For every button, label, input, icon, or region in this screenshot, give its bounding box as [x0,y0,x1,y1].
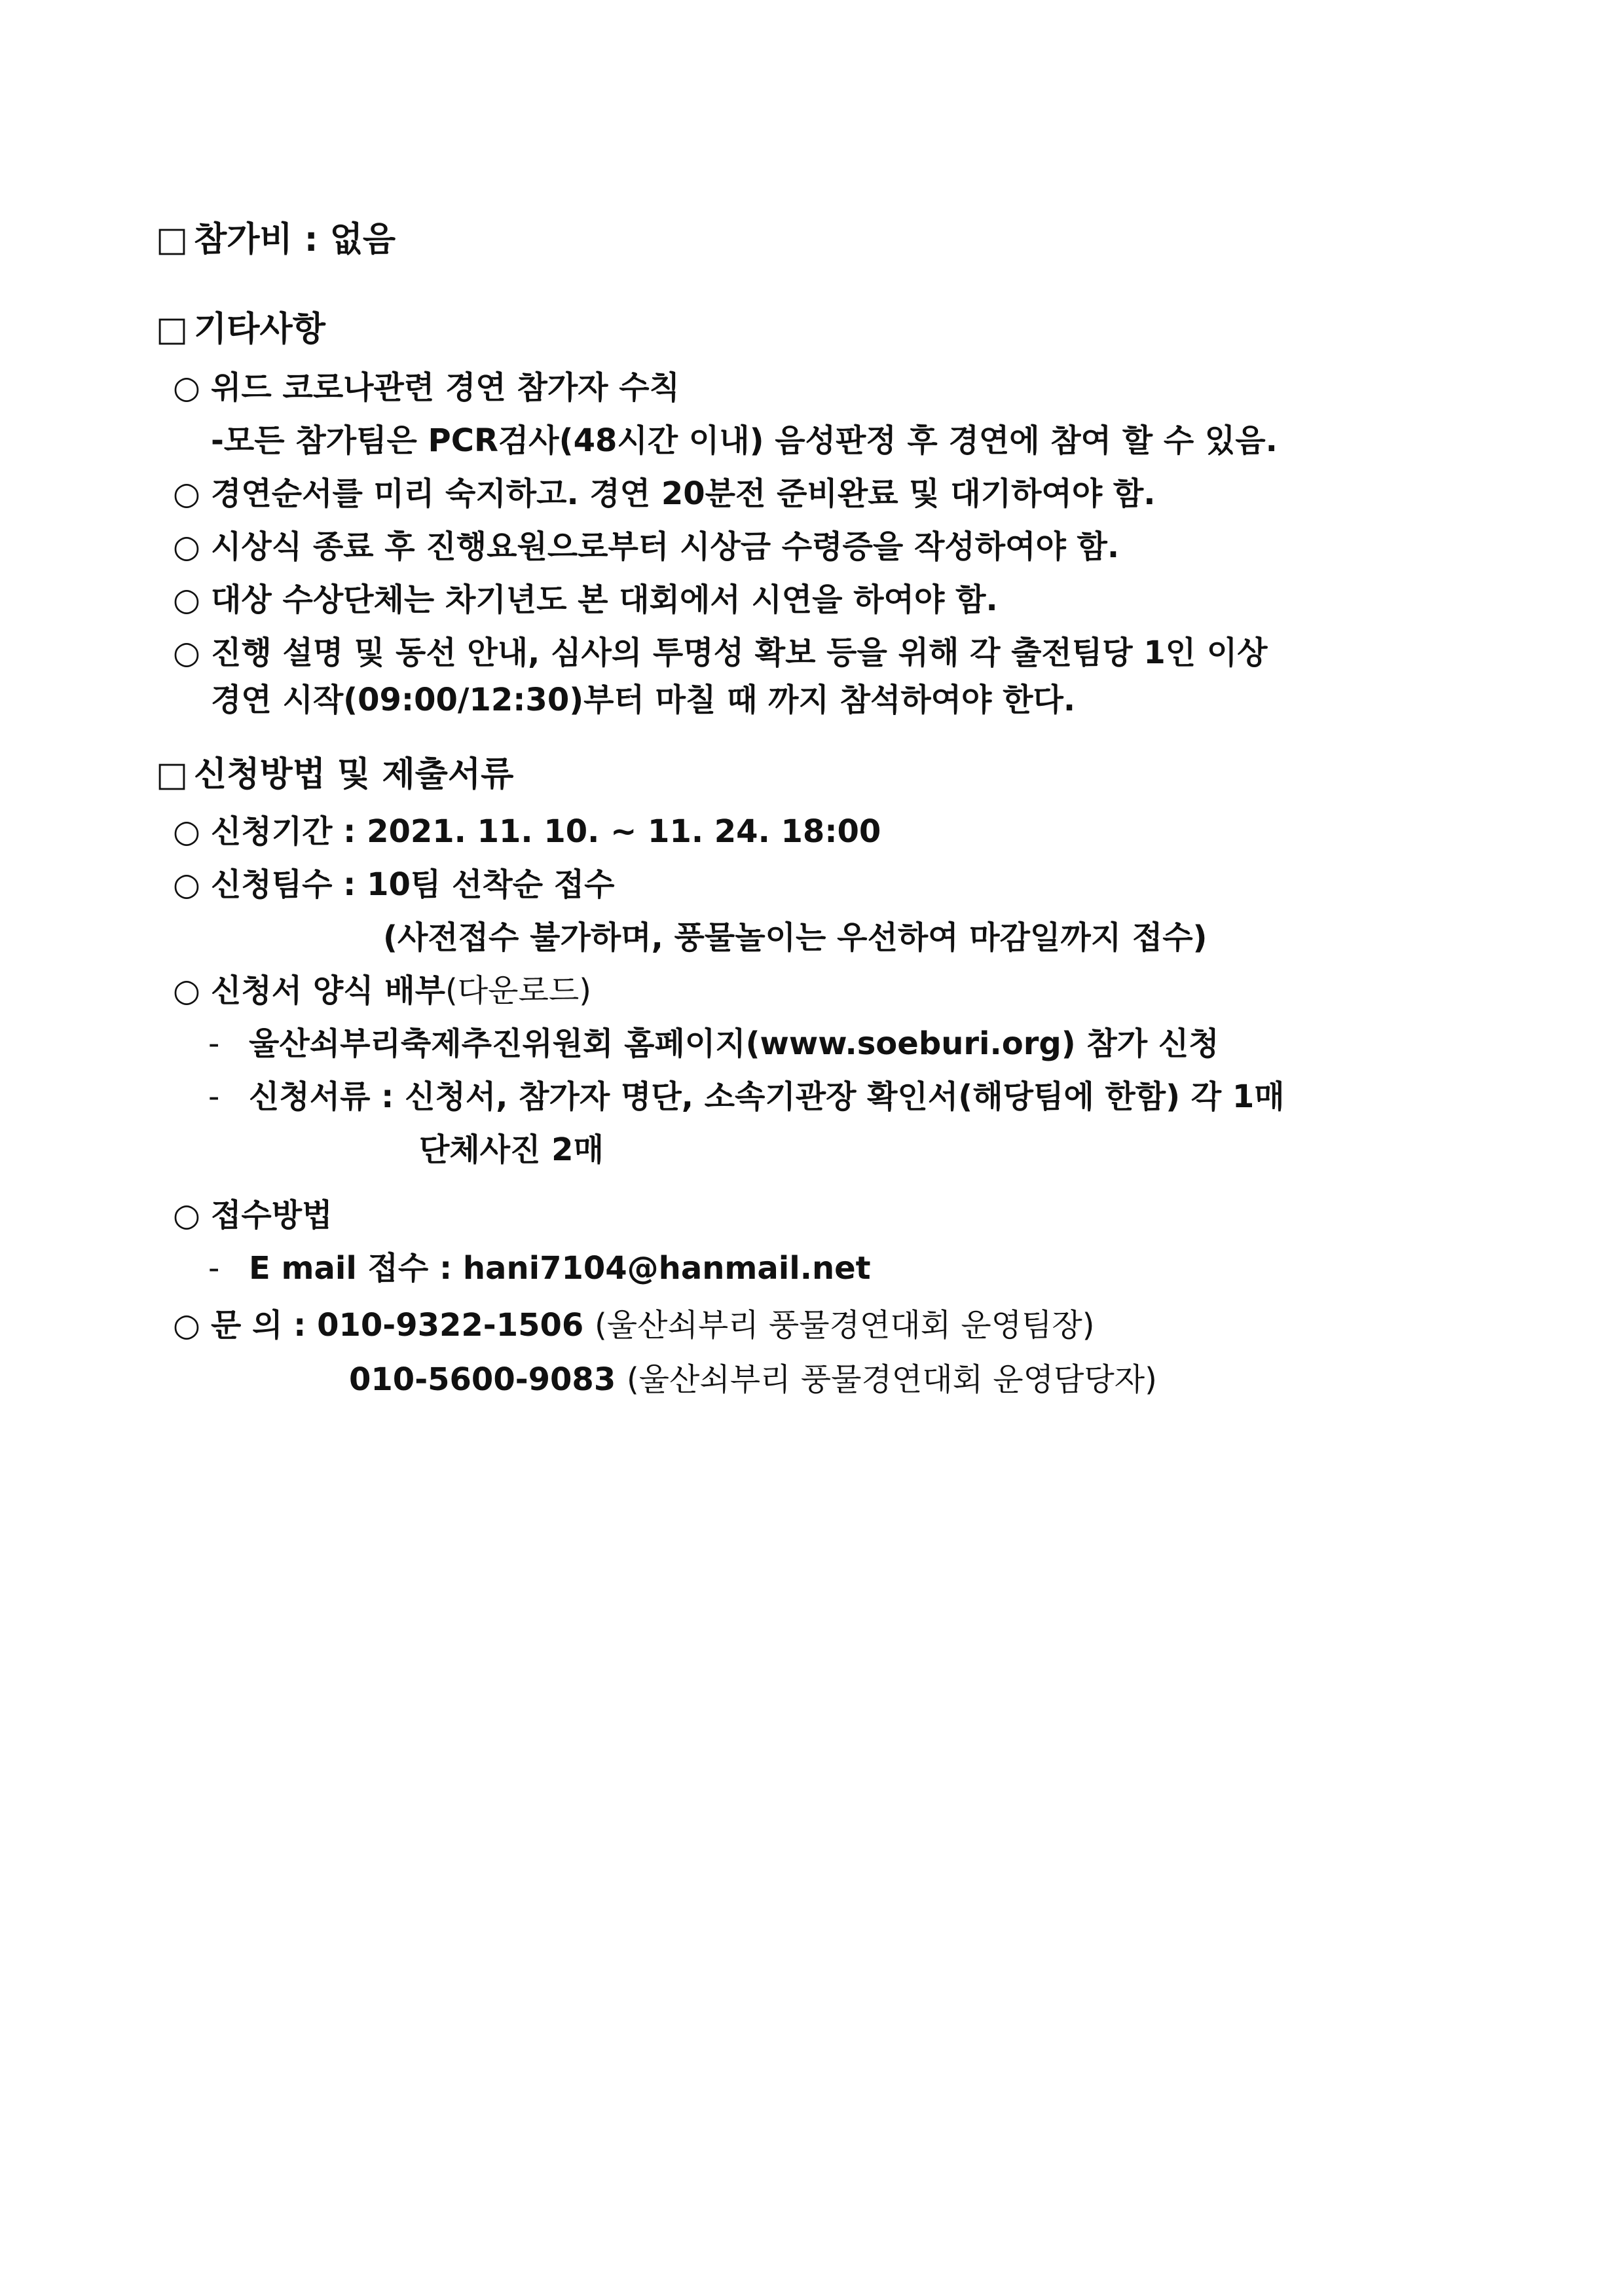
apply-contact-label: 문 의 : [211,1307,306,1344]
apply-method-title: 접수방법 [211,1197,333,1234]
other-item-1 [173,369,680,406]
circle-bullet: ○ [173,475,200,512]
circle-bullet: ○ [173,813,200,850]
other-item-5-cont-text: 경연 시작(09:00/12:30)부터 마칠 때 까지 참석하여야 한다. [211,682,1076,718]
apply-period [173,813,881,850]
apply-contact-2 [349,1361,1157,1398]
circle-bullet: ○ [173,972,200,1009]
other-heading-text: 기타사항 [194,310,325,349]
circle-bullet: ○ [173,528,200,565]
square-bullet: □ [156,310,189,349]
other-heading [156,310,325,349]
apply-form-title: 신청서 양식 배부 [211,972,445,1009]
circle-bullet: ○ [173,369,200,406]
circle-bullet: ○ [173,581,200,618]
apply-heading-text: 신청방법 및 제출서류 [194,755,514,794]
apply-teams-text: 신청팀수 : 10팀 선착순 접수 [211,866,615,903]
apply-docs [208,1078,1285,1115]
apply-period-text: 신청기간 : 2021. 11. 10. ~ 11. 24. 18:00 [211,813,881,850]
apply-teams-note [383,919,1208,956]
apply-docs-cont-text: 단체사진 2매 [419,1131,604,1168]
other-item-1-text: 위드 코로나관련 경연 참가자 수칙 [211,369,680,406]
other-item-2-text: 경연순서를 미리 숙지하고. 경연 20분전 준비완료 및 대기하여야 함. [211,475,1156,512]
circle-bullet: ○ [173,634,200,671]
apply-method-email [208,1250,871,1287]
apply-method [173,1197,333,1234]
apply-form-site-text: 울산쇠부리축제추진위원회 홈페이지(www.soeburi.org) 참가 신청 [249,1025,1219,1062]
dash-bullet: - [208,1078,220,1115]
apply-contact-1-phone: 010-9322-1506 [317,1307,584,1344]
other-item-3 [173,528,1120,565]
circle-bullet: ○ [173,866,200,903]
apply-contact-1-role: (울산쇠부리 풍물경연대회 운영팀장) [595,1307,1095,1344]
apply-contact-2-role: (울산쇠부리 풍물경연대회 운영담당자) [626,1361,1157,1398]
other-item-5-text: 진행 설명 및 동선 안내, 심사의 투명성 확보 등을 위해 각 출전팀당 1인 이상 [211,634,1268,671]
square-bullet: □ [156,220,189,259]
other-item-1-detail [211,422,1278,459]
other-item-4-text: 대상 수상단체는 차기년도 본 대회에서 시연을 하여야 함. [211,581,998,618]
apply-form [173,972,591,1009]
other-item-5-cont [211,684,1075,716]
circle-bullet: ○ [173,1197,200,1234]
fee-heading [156,220,396,259]
other-item-4 [173,581,998,618]
apply-contact-1 [173,1307,1095,1344]
other-item-5 [173,634,1268,671]
dash-bullet: - [208,1250,220,1287]
dash-bullet: - [208,1025,220,1062]
apply-method-email-text: E mail 접수 : hani7104@hanmail.net [249,1250,871,1287]
other-item-3-text: 시상식 종료 후 진행요원으로부터 시상금 수령증을 작성하여야 함. [211,528,1120,565]
fee-heading-text: 참가비 : 없음 [194,220,396,259]
apply-heading [156,755,514,794]
other-item-1-detail-text: -모든 참가팀은 PCR검사(48시간 이내) 음성판정 후 경연에 참여 할 수 있음. [211,422,1278,459]
apply-docs-text: 신청서류 : 신청서, 참가자 명단, 소속기관장 확인서(해당팀에 한함) 각 1매 [249,1078,1285,1115]
apply-form-site [208,1025,1219,1062]
apply-teams-note-text: (사전접수 불가하며, 풍물놀이는 우선하여 마감일까지 접수) [383,919,1208,956]
apply-docs-cont [419,1131,604,1168]
apply-teams [173,866,615,903]
apply-form-suffix: (다운로드) [445,972,591,1009]
apply-contact-2-phone: 010-5600-9083 [349,1361,616,1398]
other-item-2 [173,475,1156,512]
circle-bullet: ○ [173,1307,200,1344]
square-bullet: □ [156,755,189,794]
